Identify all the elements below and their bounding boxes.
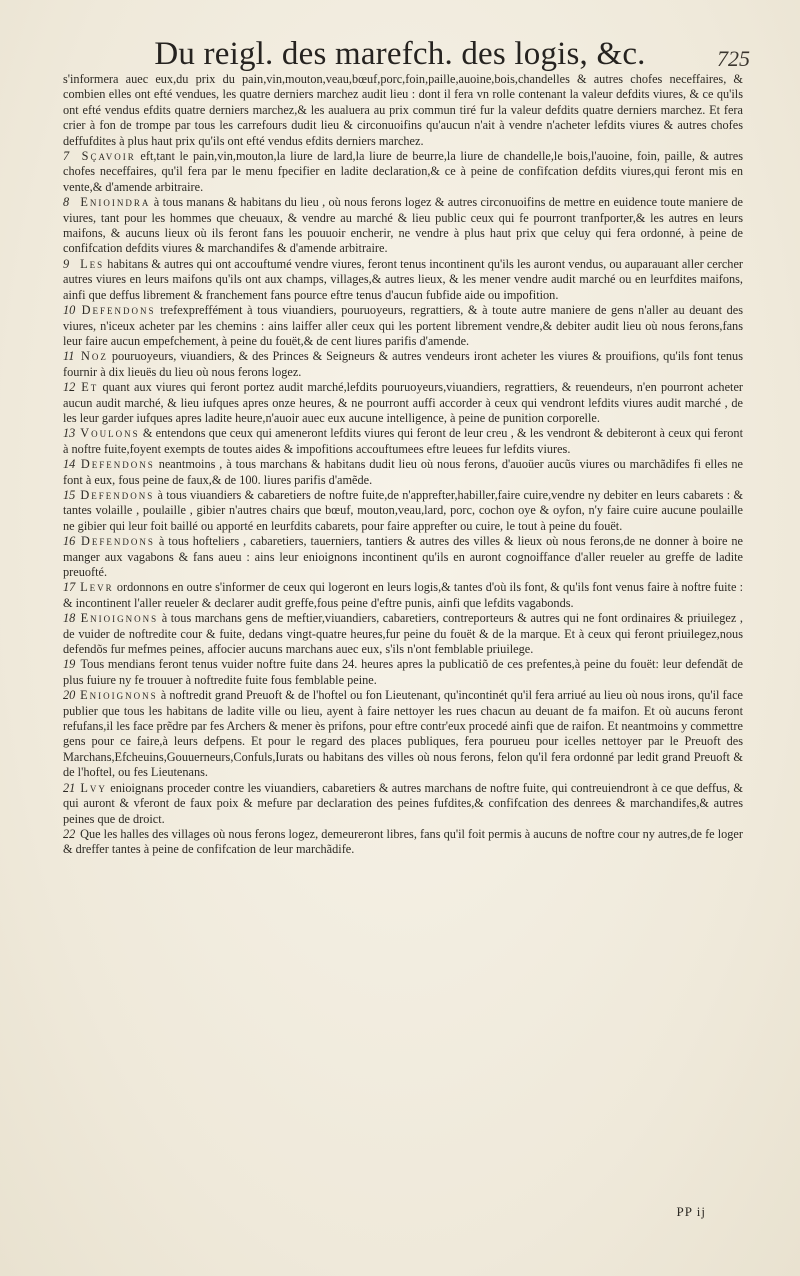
article-number: 14 — [63, 457, 76, 472]
article-text: ordonnons en outre s'informer de ceux qui logeront en leurs logis,& tantes d'où ils font, & qu'ils font venus faire à noftre fuite : & incontinent l'aller reueler & declarer audit greffe,fous peine d'eftre punis, ainfi que lefdits vagabonds. — [63, 580, 743, 610]
article-lead-word: Enioindra — [80, 195, 151, 210]
article-7 — [63, 149, 743, 195]
article-15 — [63, 488, 743, 534]
article-number: 21 — [63, 780, 76, 795]
article-text: neantmoins , à tous marchans & habitans dudit lieu où nous ferons, d'auoüer aucũs viures ou marchãdifes fi elles ne font à eux, fous peine de faux,& de 100. liures parifis d'amẽde. — [63, 457, 744, 487]
article-9 — [63, 257, 743, 303]
article-lead-word: Noz — [80, 349, 108, 364]
article-number: 12 — [63, 380, 76, 395]
article-lead-word: Sçavoir — [81, 149, 136, 164]
article-12 — [63, 380, 743, 426]
article-text: quant aux viures qui feront portez audit marché,lefdits pouruoyeurs,viuandiers, regrattiers, & reuendeurs, n'en pourront acheter aucun audit marché, & lieu iufques apres onze heures, & ne pourront auffi accorder à ceux qui vendront lefdits viures audit marché , de les leur garder iufques apres ladite heure,n'auoir auec eux aucune intelligence, à peine de punition corporelle. — [63, 380, 743, 425]
article-10 — [63, 303, 743, 349]
article-number: 9 — [63, 256, 70, 271]
article-number: 7 — [63, 149, 70, 164]
article-number: 18 — [63, 611, 76, 626]
article-text: à noftredit grand Preuoft & de l'hoftel ou fon Lieutenant, qu'incontinét qu'il fera arriué au lieu où nous irons, qu'il face publier que tous les habitans de ladite ville ou lieu, ayent à faire nettoyer les rues chacun au deuant de fa maifon. Et où aucuns feront refufans,il les face prẽdre par fes Archers & mener ès prifons, pour eftre contr'eux procedé ainfi que de raifon. Et neantmoins y commettre gens pour ce faire,à leurs defpens. Et pour le regard des places publiques, fera pourueu pour icelles nettoyer par le Preuoft des Marchans,Efcheuins,Gouuerneurs,Confuls,Iurats ou habitans des villes où nous ferons, felon qu'il fera ordonné par ledit grand Preuoft & de l'hoftel, ou fes Lieutenans. — [63, 688, 743, 780]
article-number: 10 — [63, 303, 76, 318]
article-lead-word: Lvy — [80, 780, 107, 795]
article-lead-word: Voulons — [80, 426, 140, 441]
article-text: à tous manans & habitans du lieu , où nous ferons logez & autres circonuoifins de mettre en euidence toute maniere de viures, tant pour les hommes que cheuaux, & vendre au marché & lieu public ceux qui fe pourront tranfporter,& les autres en leurs maifons, & aucuns lieux où ils feront fans les pouuoir encherir, ne vendre à plus haut prix que celuy qui fera ordonné, à peine de confifcation defdits viures & marchandifes & d'amende arbitraire. — [63, 195, 744, 256]
article-lead-word: Defendons — [80, 534, 155, 549]
running-head: Du reigl. des marefch. des logis, &c. — [154, 36, 646, 72]
article-17 — [63, 580, 743, 611]
article-number: 17 — [63, 580, 76, 595]
article-8 — [63, 195, 743, 257]
paragraph-text: s'informera auec eux,du prix du pain,vin,mouton,veau,bœuf,porc,foin,paille,auoine,bois,chandelles & autres chofes neceffaires, & combien elles ont efté vendues, les quatre derniers marchez audit lieu : dont il fera vn rolle contenant la valeur defdits viures, & ce qu'ils ont efté vendus efdits quatre derniers marchez,& les aualuera au prix commun tiré fur la valeur defdits quatre derniers marchez. Et fera crier à fon de trompe par tous les carrefours dudit lieu & circonuoifins qu'aucun n'ait à vendre n'acheter lefdits viures & autres chofes deffufdites à plus haut prix qu'ils ont efté vendus efdits derniers marchez. — [63, 72, 743, 148]
article-14 — [63, 457, 743, 488]
article-number: 20 — [63, 688, 76, 703]
article-13 — [63, 426, 743, 457]
article-number: 15 — [63, 487, 76, 502]
article-text: à tous viuandiers & cabaretiers de noftre fuite,de n'apprefter,habiller,faire cuire,vendre ny debiter en leurs cabarets : & tantes volaille , poulaille , gibier n'autres chairs que bœuf, mouton,veau,lard, porc, cochon oye & oyfon, n'y faire cuire aucune poulaille ne gibier qui leur foit baillé ou apporté en leurfdits cabarets, pour faire apprefter ou cuire, le tout à peine du fouët. — [63, 487, 744, 533]
article-number: 22 — [63, 826, 76, 841]
article-number: 8 — [63, 195, 70, 210]
article-text: trefexpreffément à tous viuandiers, pouruoyeurs, regrattiers, & à toute autre maniere de gens n'aller au deuant des viures, n'iceux acheter par les chemins : ains laiffer aller ceux qui les portent librement vendre,& debiter audit lieu où nous ferons,fans leur faire aucun empefchement, à peine du fouët,& de cent liures parifis d'amende. — [63, 303, 744, 348]
article-lead-word: Defendons — [80, 487, 155, 502]
article-lead-word: Enioignons — [80, 611, 159, 626]
article-text: Que les halles des villages où nous ferons logez, demeureront libres, fans qu'il foit permis à aucuns de noftre cour ny autres,de fe loger & dreffer tantes à peine de confifcation de leur marchãdife. — [63, 826, 743, 857]
article-text: enioignans proceder contre les viuandiers, cabaretiers & autres marchans de noftre fuite, qui contreuiendront à ce que deffus, & qui auront & vferont de faux poix & mefure par declaration des peines fufdites,& confifcation des denrees & marchandifes,& autres peines que de droict. — [63, 780, 743, 826]
text-body — [63, 72, 743, 858]
article-lead-word: Defendons — [81, 303, 156, 318]
article-text: Tous mendians feront tenus vuider noftre fuite dans 24. heures apres la publicatiõ de ces prefentes,à peine du fouët: leur defendãt de plus fuiure ny fe trouuer à noftredite fuite fous femblable peine. — [63, 657, 743, 687]
article-lead-word: Les — [80, 256, 105, 271]
article-text: habitans & autres qui ont accouftumé vendre viures, feront tenus incontinent qu'ils les auront vendus, ou auparauant aller cercher autres viures en leurs maifons qu'ils ont aux champs, villages,& autres lieux, & les mener vendre audit marché ou en leurfdites maifons, ainfi que deffus librement & franchement fans pource eftre tenus d'aucun fubfide aide ou impofition. — [63, 256, 743, 302]
article-text: pouruoyeurs, viuandiers, & des Princes & Seigneurs & autres vendeurs iront acheter les viures & prouifions, qu'ils font tenus fournir à dix lieuës du lieu où nous ferons logez. — [63, 349, 743, 379]
article-lead-word: Et — [81, 380, 99, 395]
article-number: 16 — [63, 534, 76, 549]
article-text: à tous hofteliers , cabaretiers, tauerniers, tantiers & autres des villes & lieux où nous ferons,de ne donner à boire ne manger aux vagabons & fans aueu : ains leur enioignons incontinent qu'ils en auront cognoiffance d'aller reueler au greffe de ladite preuofté. — [63, 534, 744, 579]
article-number: 11 — [63, 349, 75, 364]
article-19 — [63, 657, 743, 688]
article-text: & entendons que ceux qui ameneront lefdits viures qui feront de leur creu , & les vendront & debiteront à ceux qui feront à noftre fuite,foyent exempts de toutes aides & impofitions accouftumees eftre leuees fur lefdits viures. — [63, 426, 743, 456]
article-21 — [63, 781, 743, 827]
signature-mark: PP ij — [676, 1204, 706, 1219]
article-number: 19 — [63, 657, 76, 672]
article-22 — [63, 827, 743, 858]
article-11 — [63, 349, 743, 380]
article-lead-word: Levr — [80, 580, 114, 595]
article-16 — [63, 534, 743, 580]
article-lead-word: Enioignons — [80, 688, 158, 703]
article-number: 13 — [63, 426, 76, 441]
article-text: à tous marchans gens de meftier,viuandiers, cabaretiers, contreporteurs & autres qui ne font ordinaires & priuilegez , de vuider de noftredite cour & fuite, dedans vingt-quatre heures,fur peine du fouët & de la marque. Et à ceux qui feront priuilegez,nous defendõs fur mefmes peines, affocier aucuns marchans auec eux, s'ils n'ont femblable priuilege. — [63, 611, 744, 657]
article-18 — [63, 611, 743, 657]
article-20 — [63, 688, 743, 780]
page-number: 725 — [717, 46, 750, 71]
article-text: eft,tant le pain,vin,mouton,la liure de lard,la liure de beurre,la liure de chandelle,le bois,l'auoine, foin, paille, & autres chofes neceffaires, qu'il fera par le menu fpecifier en ladite declaration,& ce à peine de confifcation defdits viures,qui feront mis en vente,& d'amende arbitraire. — [63, 149, 744, 194]
article-lead-word: Defendons — [80, 457, 155, 472]
paragraph — [63, 72, 743, 149]
